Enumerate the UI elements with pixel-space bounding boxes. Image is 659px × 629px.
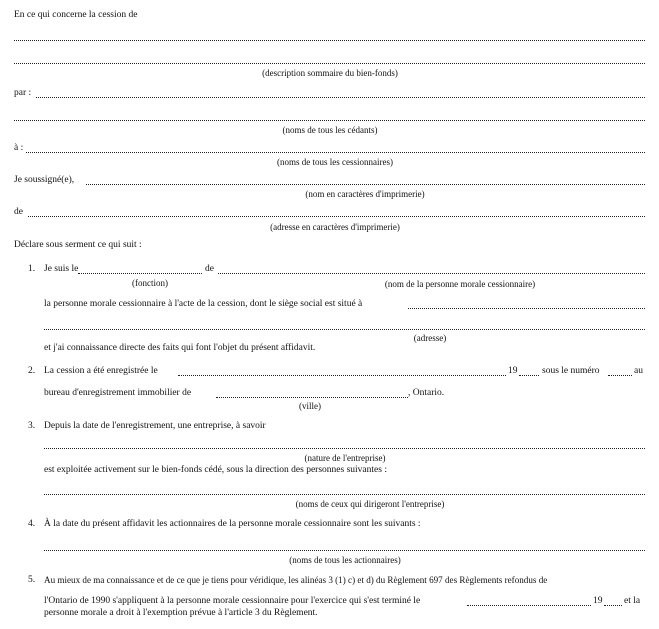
item-3-number: 3. [28,421,36,431]
cedants-caption: (noms de tous les cédants) [282,125,378,135]
item-5-line-2a: l'Ontario de 1990 s'appliquent à la personne morale cessionnaire pour l'exercice qui s'est terminé le [44,596,421,606]
soussigne-label: Je soussigné(e), [14,175,75,185]
declare-text: Déclare sous serment ce qui suit : [14,240,142,250]
item-4-line-1: À la date du présent affidavit les actionnaires de la personne morale cessionnaire sont les suivants : [44,519,421,529]
personne-morale-field[interactable] [218,273,645,274]
date-enregistrement-field[interactable] [178,375,506,376]
a-label: à : [14,143,24,153]
siege-social-field-line-1[interactable] [408,308,645,309]
item-5-line-3: personne morale a droit à l'exemption prévue à l'article 3 du Règlement. [44,608,318,618]
numero-field[interactable] [608,375,632,376]
item-1-de: de [205,264,214,274]
item-2-year-prefix: 19 [508,366,518,376]
nature-caption: (nature de l'entreprise) [304,453,386,463]
description-caption: (description sommaire du bien-fonds) [262,68,398,78]
adresse-caption: (adresse en caractères d'imprimerie) [270,222,400,232]
item-1-line-2: la personne morale cessionnaire à l'acte de la cession, dont le siège social est situé à [44,299,363,309]
item-1-line-3: et j'ai connaissance directe des faits qui font l'objet du présent affidavit. [44,343,316,353]
fonction-field[interactable] [78,273,202,274]
dirigeants-caption: (noms de ceux qui dirigeront l'entreprise) [295,499,445,509]
item-2-ontario: , Ontario. [408,388,445,398]
item-1-number: 1. [28,264,36,274]
cedants-field-line-2[interactable] [14,120,645,121]
nom-caption: (nom en caractères d'imprimerie) [305,189,425,199]
cessionnaires-caption: (noms de tous les cessionnaires) [277,157,393,167]
actionnaires-caption: (noms de tous les actionnaires) [289,555,401,565]
item-5-number: 5. [28,575,36,585]
year-field[interactable] [519,375,539,376]
dirigeants-field[interactable] [44,494,645,495]
item-2-line-2a: bureau d'enregistrement immobilier de [44,388,192,398]
item-5-year-prefix: 19 [593,596,603,606]
personne-morale-caption: (nom de la personne morale cessionnaire) [384,279,536,289]
adresse-field[interactable] [28,216,645,217]
de-label: de [14,207,23,217]
nom-field[interactable] [86,184,645,185]
item-1-je-suis: Je suis le [44,264,79,274]
item-2-sous-numero: sous le numéro [542,366,600,376]
intro-text: En ce qui concerne la cession de [14,10,138,20]
item-3-line-1: Depuis la date de l'enregistrement, une entreprise, à savoir [44,421,266,431]
exercice-date-field[interactable] [467,605,591,606]
par-label: par : [14,88,32,98]
ville-caption: (ville) [299,401,321,411]
exercice-year-field[interactable] [604,605,622,606]
item-2-line-1a: La cession a été enregistrée le [44,366,158,376]
cedants-field-line-1[interactable] [36,97,645,98]
description-field-line-1[interactable] [14,40,645,41]
item-2-au: au [634,366,643,376]
description-field-line-2[interactable] [14,63,645,64]
actionnaires-field[interactable] [44,550,645,551]
item-4-number: 4. [28,519,36,529]
item-3-line-2: est exploitée activement sur le bien-fonds cédé, sous la direction des personnes suivantes : [44,465,387,475]
item-1-adresse-caption: (adresse) [413,333,447,343]
ville-field[interactable] [216,397,408,398]
cessionnaires-field[interactable] [26,152,645,153]
item-2-number: 2. [28,366,36,376]
siege-social-field-line-2[interactable] [44,329,645,330]
nature-entreprise-field[interactable] [44,448,645,449]
item-5-line-1: Au mieux de ma connaissance et de ce que je tiens pour véridique, les alinéas 3 (1) c) et d) du Règlement 697 des Règlements refondus de [44,575,548,585]
item-5-et-la: et la [624,596,641,606]
fonction-caption: (fonction) [132,278,168,288]
